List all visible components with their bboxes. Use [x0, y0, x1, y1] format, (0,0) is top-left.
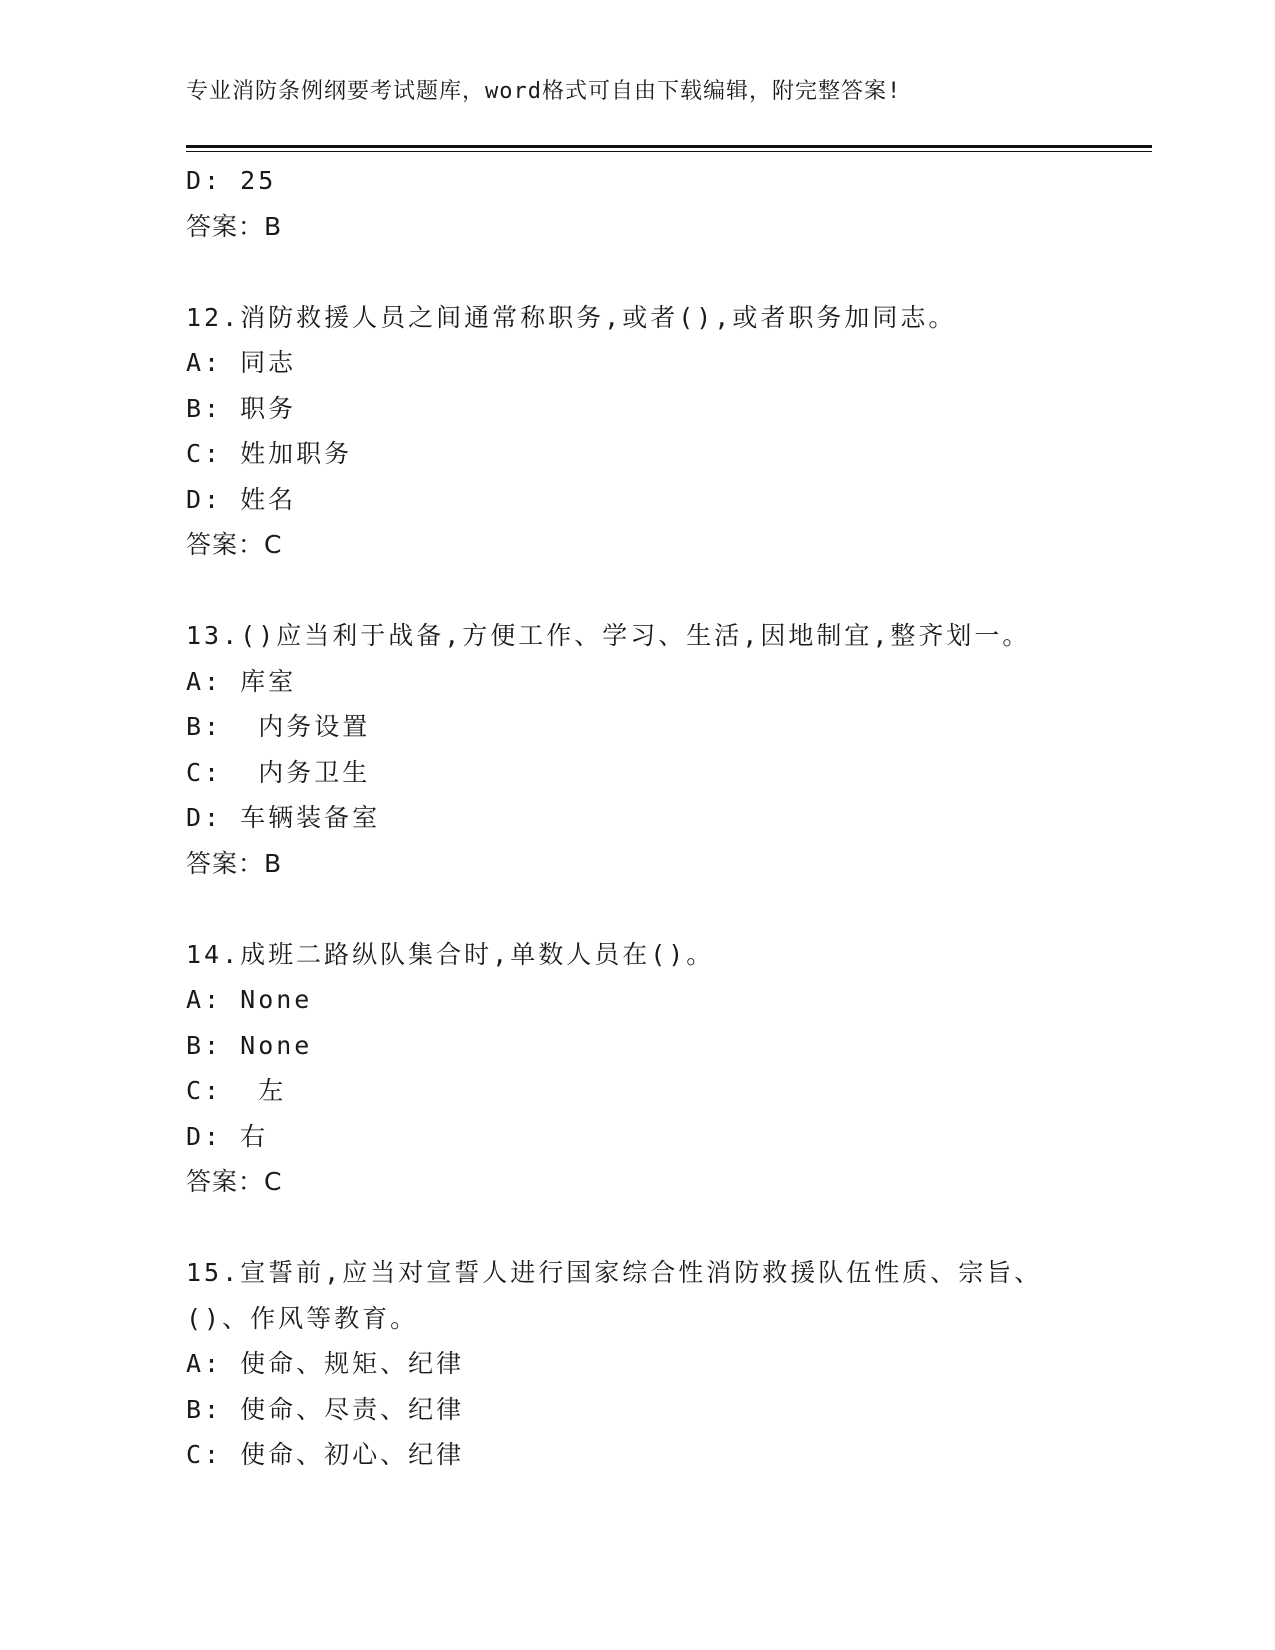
option-a: A: 库室	[186, 666, 297, 696]
spacer	[186, 249, 1152, 295]
spacer	[186, 568, 1152, 614]
option-c: C: 姓加职务	[186, 439, 353, 468]
option-b: B: 使命、尽责、纪律	[186, 1394, 465, 1424]
option-a: A: None	[186, 985, 313, 1014]
question-list	[186, 158, 1152, 1478]
spacer	[186, 1205, 1152, 1251]
question-stem: 12.消防救援人员之间通常称职务,或者(),或者职务加同志。	[186, 302, 957, 332]
option-c: C: 内务卫生	[186, 757, 371, 787]
answer-line: 答案：C	[186, 1167, 283, 1196]
option-b: B: None	[186, 1030, 313, 1060]
question-stem: 14.成班二路纵队集合时,单数人员在()。	[186, 939, 715, 969]
answer-line: 答案：B	[186, 848, 283, 878]
option-d: D: 车辆装备室	[186, 803, 381, 832]
option-c: C: 使命、初心、纪律	[186, 1440, 465, 1469]
option-a: A: 使命、规矩、纪律	[186, 1349, 465, 1378]
option-d: D: 姓名	[186, 484, 297, 514]
header-rule-thin	[186, 151, 1152, 152]
answer-line: 答案：B	[186, 211, 283, 241]
question-stem-line-1: 15.宣誓前,应当对宣誓人进行国家综合性消防救援队伍性质、宗旨、	[186, 1258, 1043, 1287]
option-b: B: 职务	[186, 393, 297, 423]
option-d: D: 25	[186, 166, 277, 195]
question-stem-line-2: ()、作风等教育。	[186, 1303, 419, 1333]
option-a: A: 同志	[186, 348, 297, 377]
spacer	[186, 886, 1152, 932]
option-d: D: 右	[186, 1121, 269, 1151]
question-stem: 13.()应当利于战备,方便工作、学习、生活,因地制宜,整齐划一。	[186, 621, 1031, 650]
answer-line: 答案：C	[186, 530, 283, 559]
page-header-text: 专业消防条例纲要考试题库，word格式可自由下载编辑，附完整答案!	[186, 79, 902, 104]
option-c: C: 左	[186, 1076, 287, 1105]
option-b: B: 内务设置	[186, 712, 371, 741]
header-rule-thick	[186, 145, 1152, 148]
